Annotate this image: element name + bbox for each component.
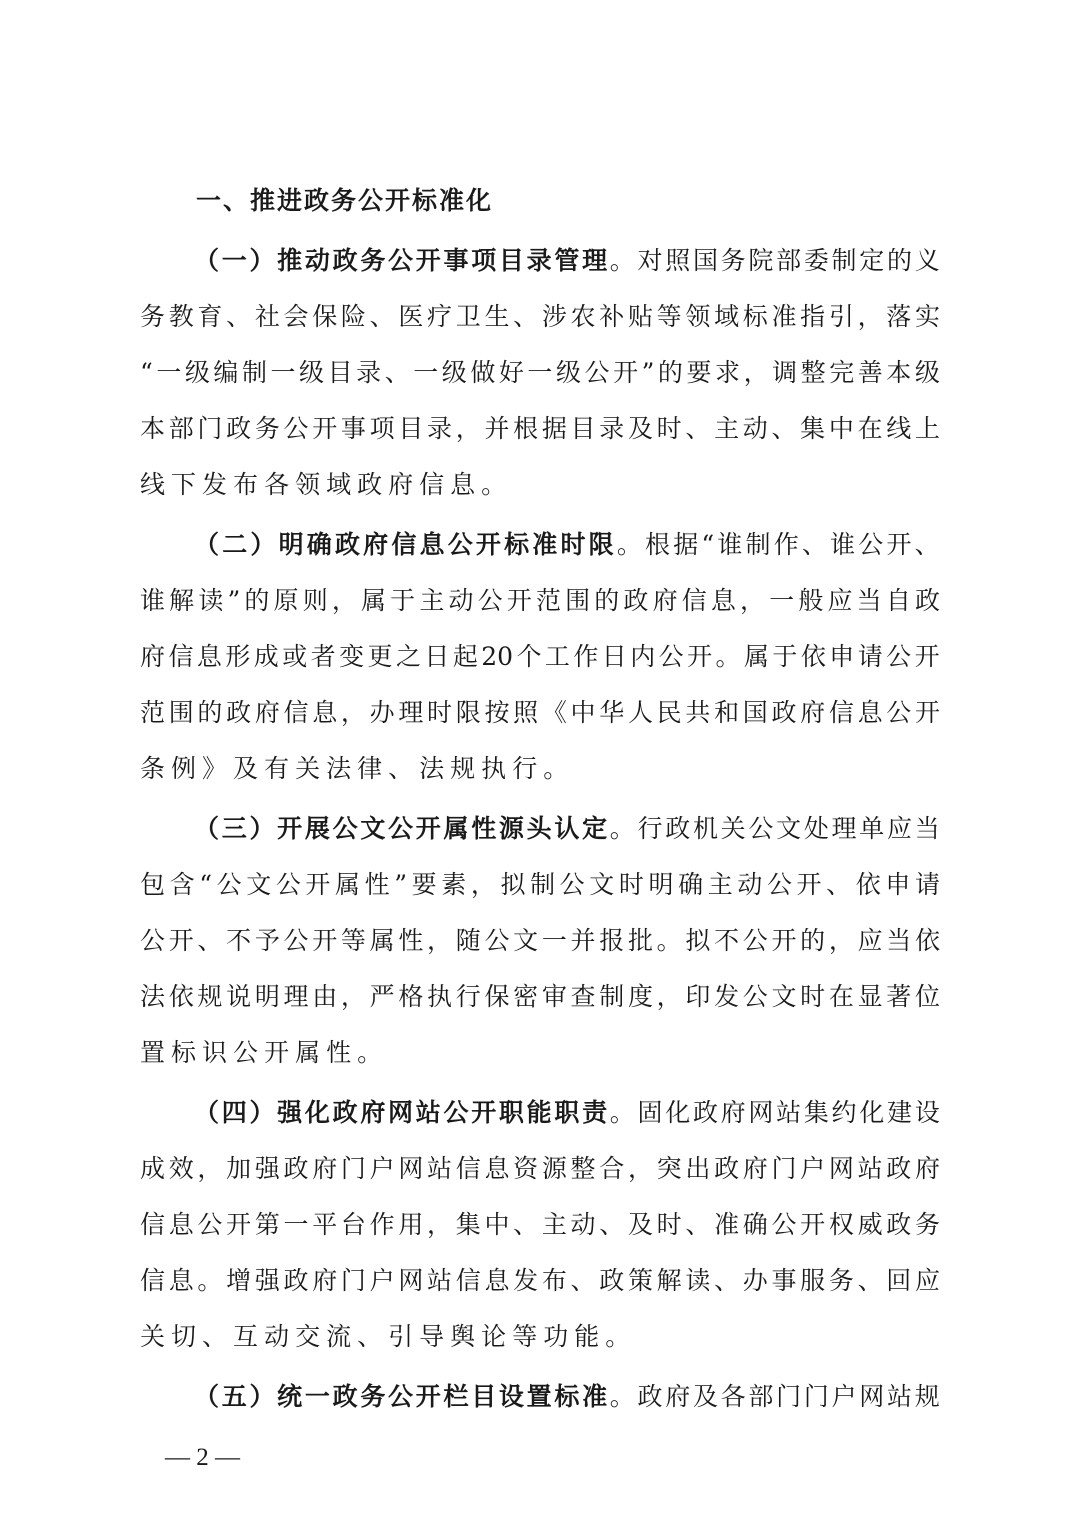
paragraph-line: （ 三 ） 开 展 公 文 公 开 属 性 源 头 认 定 。 行 政 机 关 公 文 处 理 单 应 当 <box>194 814 940 843</box>
page-number: — 2 — <box>165 1444 240 1471</box>
paragraph-line: 置 标 识 公 开 属 性 。 <box>140 1038 389 1067</box>
paragraph-line: “ 一 级 编 制 一 级 目 录 、 一 级 做 好 一 级 公 开 ” 的 要 求 ， 调 整 完 善 本 级 <box>140 358 940 387</box>
paragraph-line: 务 教 育 、 社 会 保 险 、 医 疗 卫 生 、 涉 农 补 贴 等 领 域 标 准 指 引 ， 落 实 <box>140 302 940 331</box>
paragraph-line: 信 息 公 开 第 一 平 台 作 用 ， 集 中 、 主 动 、 及 时 、 准 确 公 开 权 威 政 务 <box>140 1210 940 1239</box>
paragraph-line: 关 切 、 互 动 交 流 、 引 导 舆 论 等 功 能 。 <box>140 1322 637 1351</box>
paragraph-line: 法 依 规 说 明 理 由 ， 严 格 执 行 保 密 审 查 制 度 ， 印 发 公 文 时 在 显 著 位 <box>140 982 940 1011</box>
section-heading: 一、推进政务公开标准化 <box>196 186 494 215</box>
paragraph-line: （ 四 ） 强 化 政 府 网 站 公 开 职 能 职 责 。 固 化 政 府 网 站 集 约 化 建 设 <box>194 1098 940 1127</box>
paragraph-line: （ 五 ） 统 一 政 务 公 开 栏 目 设 置 标 准 。 政 府 及 各 部 门 门 户 网 站 规 <box>194 1382 940 1411</box>
paragraph-line: 包 含 “ 公 文 公 开 属 性 ” 要 素 ， 拟 制 公 文 时 明 确 主 动 公 开 、 依 申 请 <box>140 870 940 899</box>
paragraph-line: 线 下 发 布 各 领 域 政 府 信 息 。 <box>140 470 513 499</box>
paragraph-line: 公 开 、 不 予 公 开 等 属 性 ， 随 公 文 一 并 报 批 。 拟 不 公 开 的 ， 应 当 依 <box>140 926 940 955</box>
paragraph-line: 府 信 息 形 成 或 者 变 更 之 日 起 20 个 工 作 日 内 公 开 。 属 于 依 申 请 公 开 <box>140 642 940 671</box>
paragraph-line: 范 围 的 政 府 信 息 ， 办 理 时 限 按 照 《 中 华 人 民 共 和 国 政 府 信 息 公 开 <box>140 698 940 727</box>
paragraph-line: 谁 解 读 ” 的 原 则 ， 属 于 主 动 公 开 范 围 的 政 府 信 息 ， 一 般 应 当 自 政 <box>140 586 940 615</box>
paragraph-line: 信 息 。 增 强 政 府 门 户 网 站 信 息 发 布 、 政 策 解 读 、 办 事 服 务 、 回 应 <box>140 1266 940 1295</box>
paragraph-line: 本 部 门 政 务 公 开 事 项 目 录 ， 并 根 据 目 录 及 时 、 主 动 、 集 中 在 线 上 <box>140 414 940 443</box>
paragraph-line: 成 效 ， 加 强 政 府 门 户 网 站 信 息 资 源 整 合 ， 突 出 政 府 门 户 网 站 政 府 <box>140 1154 940 1183</box>
paragraph-line: 条 例 》 及 有 关 法 律 、 法 规 执 行 。 <box>140 754 575 783</box>
paragraph-line: （ 二 ） 明 确 政 府 信 息 公 开 标 准 时 限 。 根 据 “ 谁 制 作 、 谁 公 开 、 <box>194 530 940 559</box>
paragraph-line: （ 一 ） 推 动 政 务 公 开 事 项 目 录 管 理 。 对 照 国 务 院 部 委 制 定 的 义 <box>194 246 940 275</box>
